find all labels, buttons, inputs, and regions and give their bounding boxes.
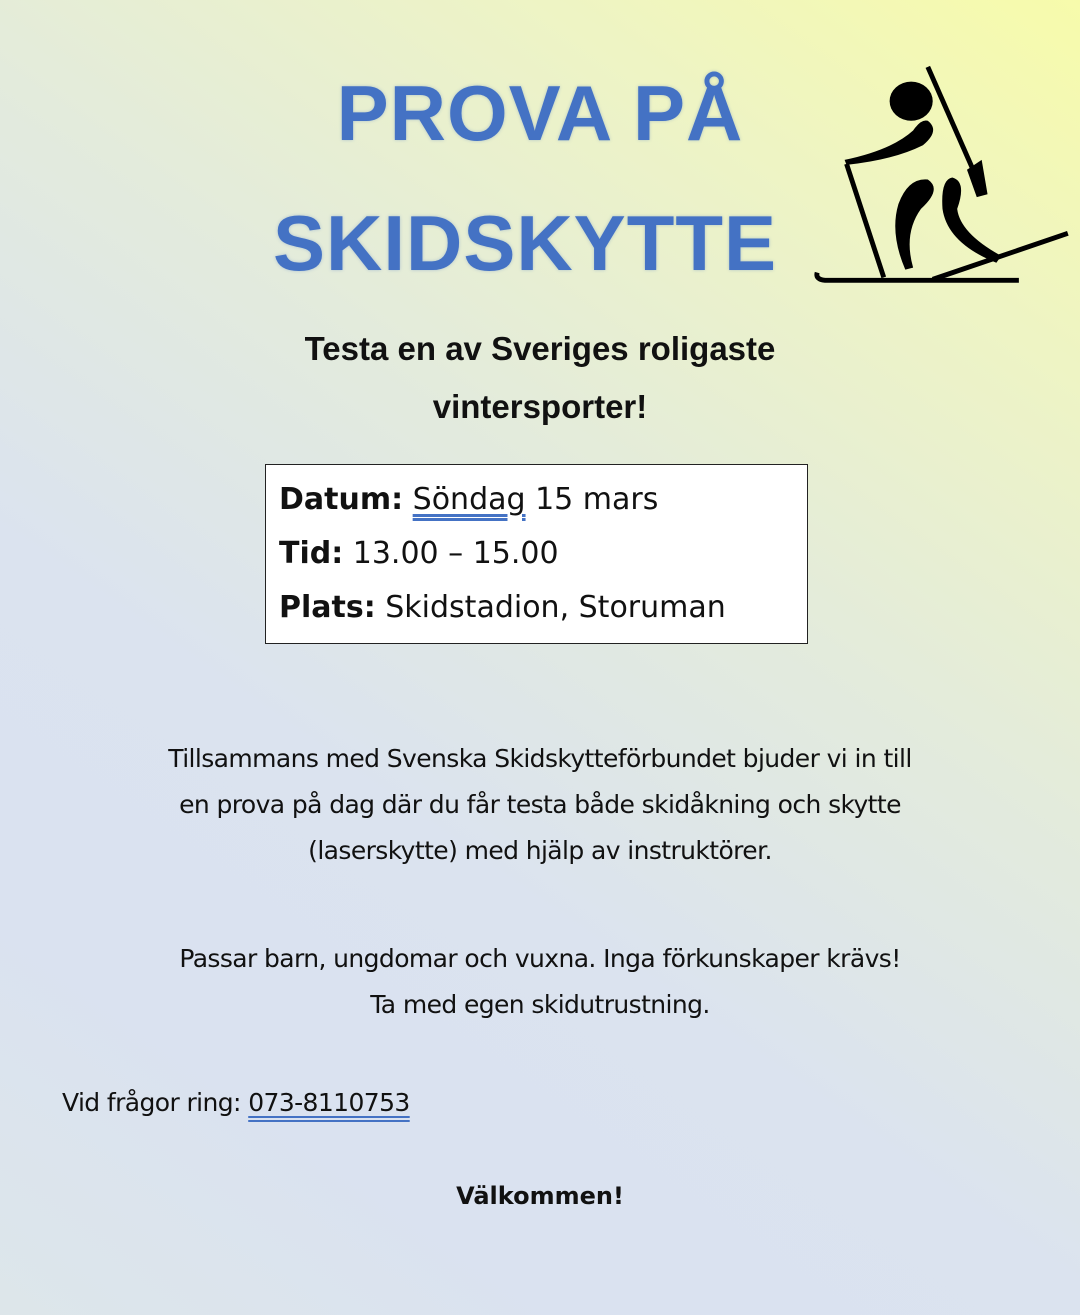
date-row	[279, 473, 807, 527]
contact-line	[62, 1080, 410, 1126]
time-row	[279, 527, 807, 581]
place-value: Skidstadion, Storuman	[375, 590, 726, 625]
date-label: Datum:	[279, 482, 404, 517]
place-label: Plats:	[279, 590, 376, 625]
event-info-box	[265, 464, 808, 644]
paragraph-line: Tillsammans med Svenska Skidskytteförbundet bjuder vi in till	[168, 744, 912, 773]
welcome-text: Välkommen!	[456, 1182, 624, 1210]
subtitle	[0, 320, 1080, 436]
paragraph-line: en prova på dag där du får testa både skidåkning och skytte	[179, 790, 901, 819]
title-line-1: PROVA PÅ	[336, 69, 744, 157]
time-label: Tid:	[279, 536, 344, 571]
contact-label: Vid frågor ring:	[62, 1088, 249, 1117]
date-value: 15 mars	[525, 482, 659, 517]
paragraph-line: (laserskytte) med hjälp av instruktörer.	[308, 836, 772, 865]
paragraph-line: Ta med egen skidutrustning.	[370, 990, 710, 1019]
biathlon-skier-icon	[805, 62, 1080, 297]
subtitle-line-2: vintersporter!	[432, 388, 648, 425]
phone-link[interactable]: 073-8110753	[248, 1088, 410, 1117]
place-row	[279, 581, 807, 635]
audience-paragraph	[0, 936, 1080, 1028]
time-value: 13.00 – 15.00	[343, 536, 559, 571]
paragraph-line: Passar barn, ungdomar och vuxna. Inga förkunskaper krävs!	[179, 944, 901, 973]
subtitle-line-1: Testa en av Sveriges roligaste	[304, 330, 776, 367]
date-day: Söndag	[412, 482, 526, 517]
title-line-2: SKIDSKYTTE	[272, 199, 778, 287]
description-paragraph	[0, 736, 1080, 874]
